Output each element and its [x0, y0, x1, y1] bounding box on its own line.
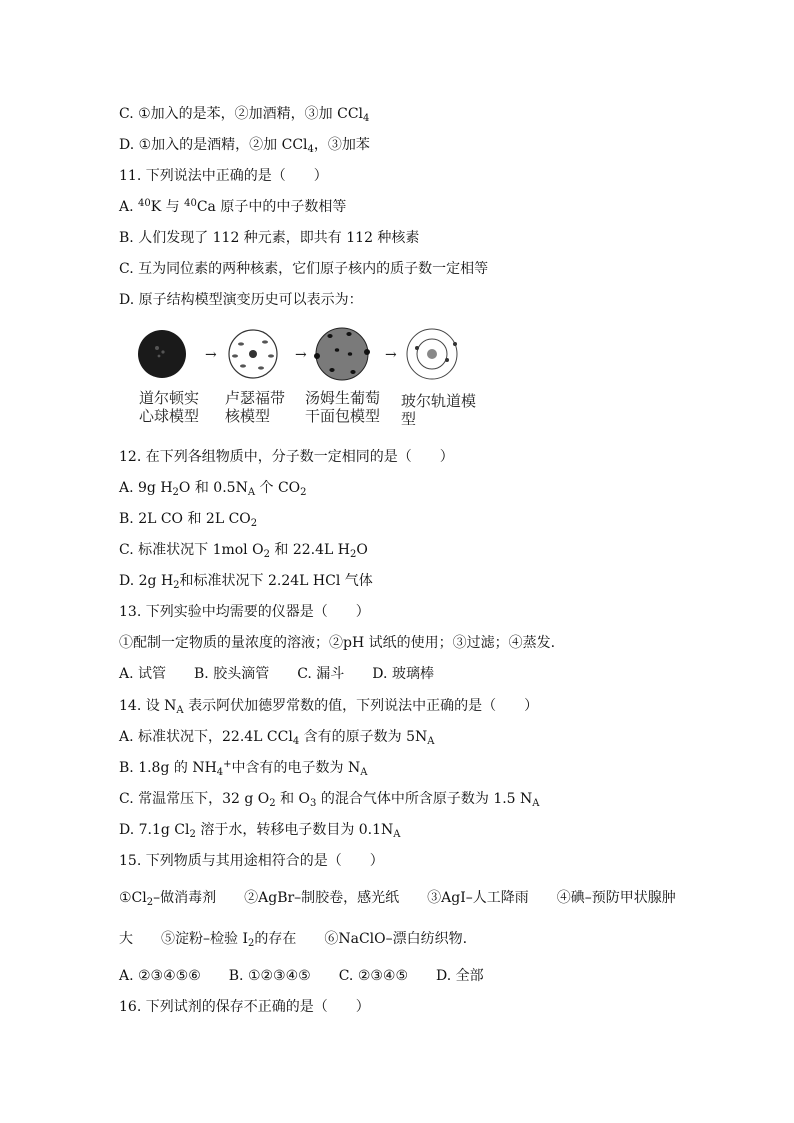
arrow-1: → [205, 347, 217, 363]
dalton-sphere [138, 330, 186, 378]
option-11b: B. 人们发现了 112 种元素，即共有 112 种核素 [119, 230, 420, 246]
caption-rutherford-2: 核模型 [225, 407, 271, 425]
caption-bohr-1: 玻尔轨道模 [401, 392, 477, 410]
option-11d: D. 原子结构模型演变历史可以表示为： [119, 292, 363, 308]
caption-thomson-1: 汤姆生葡萄 [305, 389, 381, 407]
question-15-stem-2: 大 ⑤淀粉–检验 $I_2$的存在 ⑥NaClO–漂白纺织物. [119, 931, 468, 949]
question-15: 15. 下列物质与其用途相符合的是（ ） [119, 853, 384, 869]
options-15: A. ②③④⑤⑥ B. ①②③④⑤ C. ②③④⑤ D. 全部 [119, 968, 484, 984]
option-11c: C. 互为同位素的两种核素，它们原子核内的质子数一定相等 [119, 261, 489, 277]
option-11a: A. $^{40}$K 与 $^{40}$Ca 原子中的中子数相等 [119, 198, 347, 215]
arrow-3: → [385, 347, 397, 363]
question-15-stem-1: $①Cl_2-$做消毒剂 ②AgBr–制胶卷，感光纸 ③AgI–人工降雨 ④碘–预防甲状腺肿 [119, 890, 676, 908]
line-10d: D. ①加入的是酒精，②加 CCl$_4$，③加苯 [119, 137, 370, 155]
question-13-stem: ①配制一定物质的量浓度的溶液；②pH 试纸的使用；③过滤；④蒸发. [119, 635, 556, 651]
bohr-model [407, 329, 457, 379]
caption-dalton-1: 道尔顿实 [139, 389, 200, 407]
line-10c: C. ①加入的是苯，②加酒精，③加 CCl$_4$ [119, 106, 370, 124]
option-12a: A. 9g $H_2O$ 和 $0.5N_A$ 个 $CO_2$ [119, 480, 307, 498]
option-14a: A. 标准状况下，22.4L CCl$_4$ 含有的原子数为 $5N_A$ [119, 729, 435, 747]
option-14d: D. 7.1g $Cl_2$ 溶于水，转移电子数目为 $0.1N_A$ [119, 822, 401, 840]
question-14: 14. 设 $N_A$ 表示阿伏加德罗常数的值，下列说法中正确的是（ ） [119, 698, 539, 716]
question-12: 12. 在下列各组物质中，分子数一定相同的是（ ） [119, 449, 454, 465]
option-12d: D. 2g $H_2$和标准状况下 2.24L HCl 气体 [119, 573, 373, 591]
atomic-model-figure [137, 326, 487, 426]
question-11: 11. 下列说法中正确的是（ ） [119, 168, 328, 184]
question-16: 16. 下列试剂的保存不正确的是（ ） [119, 999, 370, 1015]
thomson-model [314, 328, 370, 380]
option-14c: C. 常温常压下，32 g $O_2$ 和 $O_3$ 的混合气体中所含原子数为 1.5 $N_A$ [119, 791, 540, 809]
caption-bohr-2: 型 [401, 410, 417, 426]
rutherford-model [229, 330, 277, 378]
option-12c: C. 标准状况下 1mol $O_2$ 和 22.4L $H_2O$ [119, 542, 368, 560]
caption-rutherford-1: 卢瑟福带 [225, 389, 286, 407]
option-14b: B. 1.8g 的 $NH_4^+$中含有的电子数为 $N_A$ [119, 759, 368, 778]
question-13: 13. 下列实验中均需要的仪器是（ ） [119, 604, 370, 620]
arrow-2: → [295, 347, 307, 363]
options-13: A. 试管 B. 胶头滴管 C. 漏斗 D. 玻璃棒 [119, 666, 434, 682]
caption-thomson-2: 干面包模型 [305, 407, 381, 425]
caption-dalton-2: 心球模型 [139, 407, 200, 425]
option-12b: B. 2L CO 和 2L $CO_2$ [119, 511, 258, 529]
